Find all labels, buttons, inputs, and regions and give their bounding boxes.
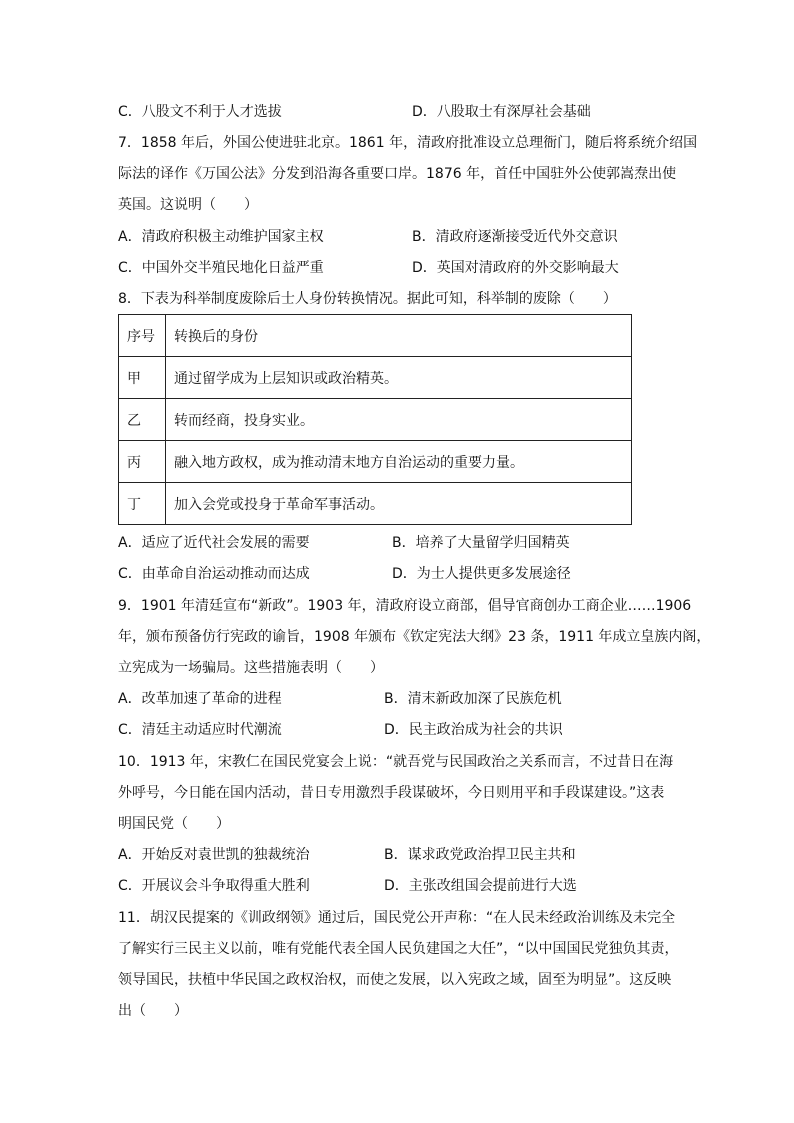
table-cell: 丁: [119, 483, 166, 525]
q8-option-b: B．培养了大量留学归国精英: [392, 535, 570, 551]
q7-option-d: D．英国对清政府的外交影响最大: [412, 260, 619, 276]
table-cell: 转而经商，投身实业。: [166, 399, 632, 441]
table-cell: 甲: [119, 357, 166, 399]
table-cell: 乙: [119, 399, 166, 441]
q9-stem-line-1: 9．1901 年清廷宣布“新政”。1903 年，清政府设立商部，倡导官商创办工商企业……1906: [118, 598, 692, 614]
table-cell: 通过留学成为上层知识或政治精英。: [166, 357, 632, 399]
q10-stem-line-1: 10．1913 年，宋教仁在国民党宴会上说：“就吾党与民国政治之关系而言，不过昔日在海: [118, 754, 674, 770]
q10-option-c: C．开展议会斗争取得重大胜利: [118, 878, 310, 894]
q8-option-c: C．由革命自治运动推动而达成: [118, 566, 310, 582]
table-header-cell: 序号: [119, 315, 166, 357]
table-row: [119, 441, 632, 483]
table-row: [119, 483, 632, 525]
q6-option-d: D．八股取士有深厚社会基础: [412, 104, 591, 120]
q8-option-a: A．适应了近代社会发展的需要: [118, 535, 310, 551]
table-row: [119, 399, 632, 441]
q9-option-a: A．改革加速了革命的进程: [118, 691, 282, 707]
table-header-row: [119, 315, 632, 357]
q11-stem-line-4: 出（ ）: [118, 1003, 188, 1019]
q7-stem-line-3: 英国。这说明（ ）: [118, 197, 258, 213]
q6-option-c: C．八股文不利于人才选拔: [118, 104, 282, 120]
q8-stem: 8．下表为科举制度废除后士人身份转换情况。据此可知，科举制的废除（ ）: [118, 291, 617, 307]
q9-stem-line-2: 年，颁布预备仿行宪政的谕旨，1908 年颁布《钦定宪法大纲》23 条，1911 年成立皇族内阁，: [118, 629, 711, 645]
q9-option-d: D．民主政治成为社会的共识: [384, 722, 563, 738]
q10-option-a: A．开始反对袁世凯的独裁统治: [118, 847, 310, 863]
q7-option-a: A．清政府积极主动维护国家主权: [118, 229, 324, 245]
q7-stem-line-2: 际法的译作《万国公法》分发到沿海各重要口岸。1876 年，首任中国驻外公使郭嵩焘出使: [118, 166, 677, 182]
table-header-cell: 转换后的身份: [166, 315, 632, 357]
q11-stem-line-2: 了解实行三民主义以前，唯有党能代表全国人民负建国之大任”，“以中国国民党独负其责，: [118, 941, 679, 957]
identity-table: [118, 314, 632, 525]
q8-option-d: D．为士人提供更多发展途径: [392, 566, 571, 582]
table-cell: 加入会党或投身于革命军事活动。: [166, 483, 632, 525]
q10-option-d: D．主张改组国会提前进行大选: [384, 878, 577, 894]
q10-option-b: B．谋求政党政治捍卫民主共和: [384, 847, 576, 863]
table-cell: 丙: [119, 441, 166, 483]
q9-option-b: B．清末新政加深了民族危机: [384, 691, 562, 707]
q9-stem-line-3: 立宪成为一场骗局。这些措施表明（ ）: [118, 660, 384, 676]
q10-stem-line-2: 外呼号，今日能在国内活动，昔日专用激烈手段谋破坏，今日则用平和手段谋建设。”这表: [118, 785, 665, 801]
q7-stem-line-1: 7．1858 年后，外国公使进驻北京。1861 年，清政府批准设立总理衙门，随后将系统介绍国: [118, 135, 698, 151]
q10-stem-line-3: 明国民党（ ）: [118, 816, 230, 832]
table-row: [119, 357, 632, 399]
table-cell: 融入地方政权，成为推动清末地方自治运动的重要力量。: [166, 441, 632, 483]
q7-option-c: C．中国外交半殖民地化日益严重: [118, 260, 324, 276]
q7-option-b: B．清政府逐渐接受近代外交意识: [412, 229, 618, 245]
q9-option-c: C．清廷主动适应时代潮流: [118, 722, 282, 738]
q11-stem-line-3: 领导国民，扶植中华民国之政权治权，而使之发展，以入宪政之域，固至为明显”。这反映: [118, 972, 672, 988]
q11-stem-line-1: 11．胡汉民提案的《训政纲领》通过后，国民党公开声称：“在人民未经政治训练及未完全: [118, 910, 676, 926]
